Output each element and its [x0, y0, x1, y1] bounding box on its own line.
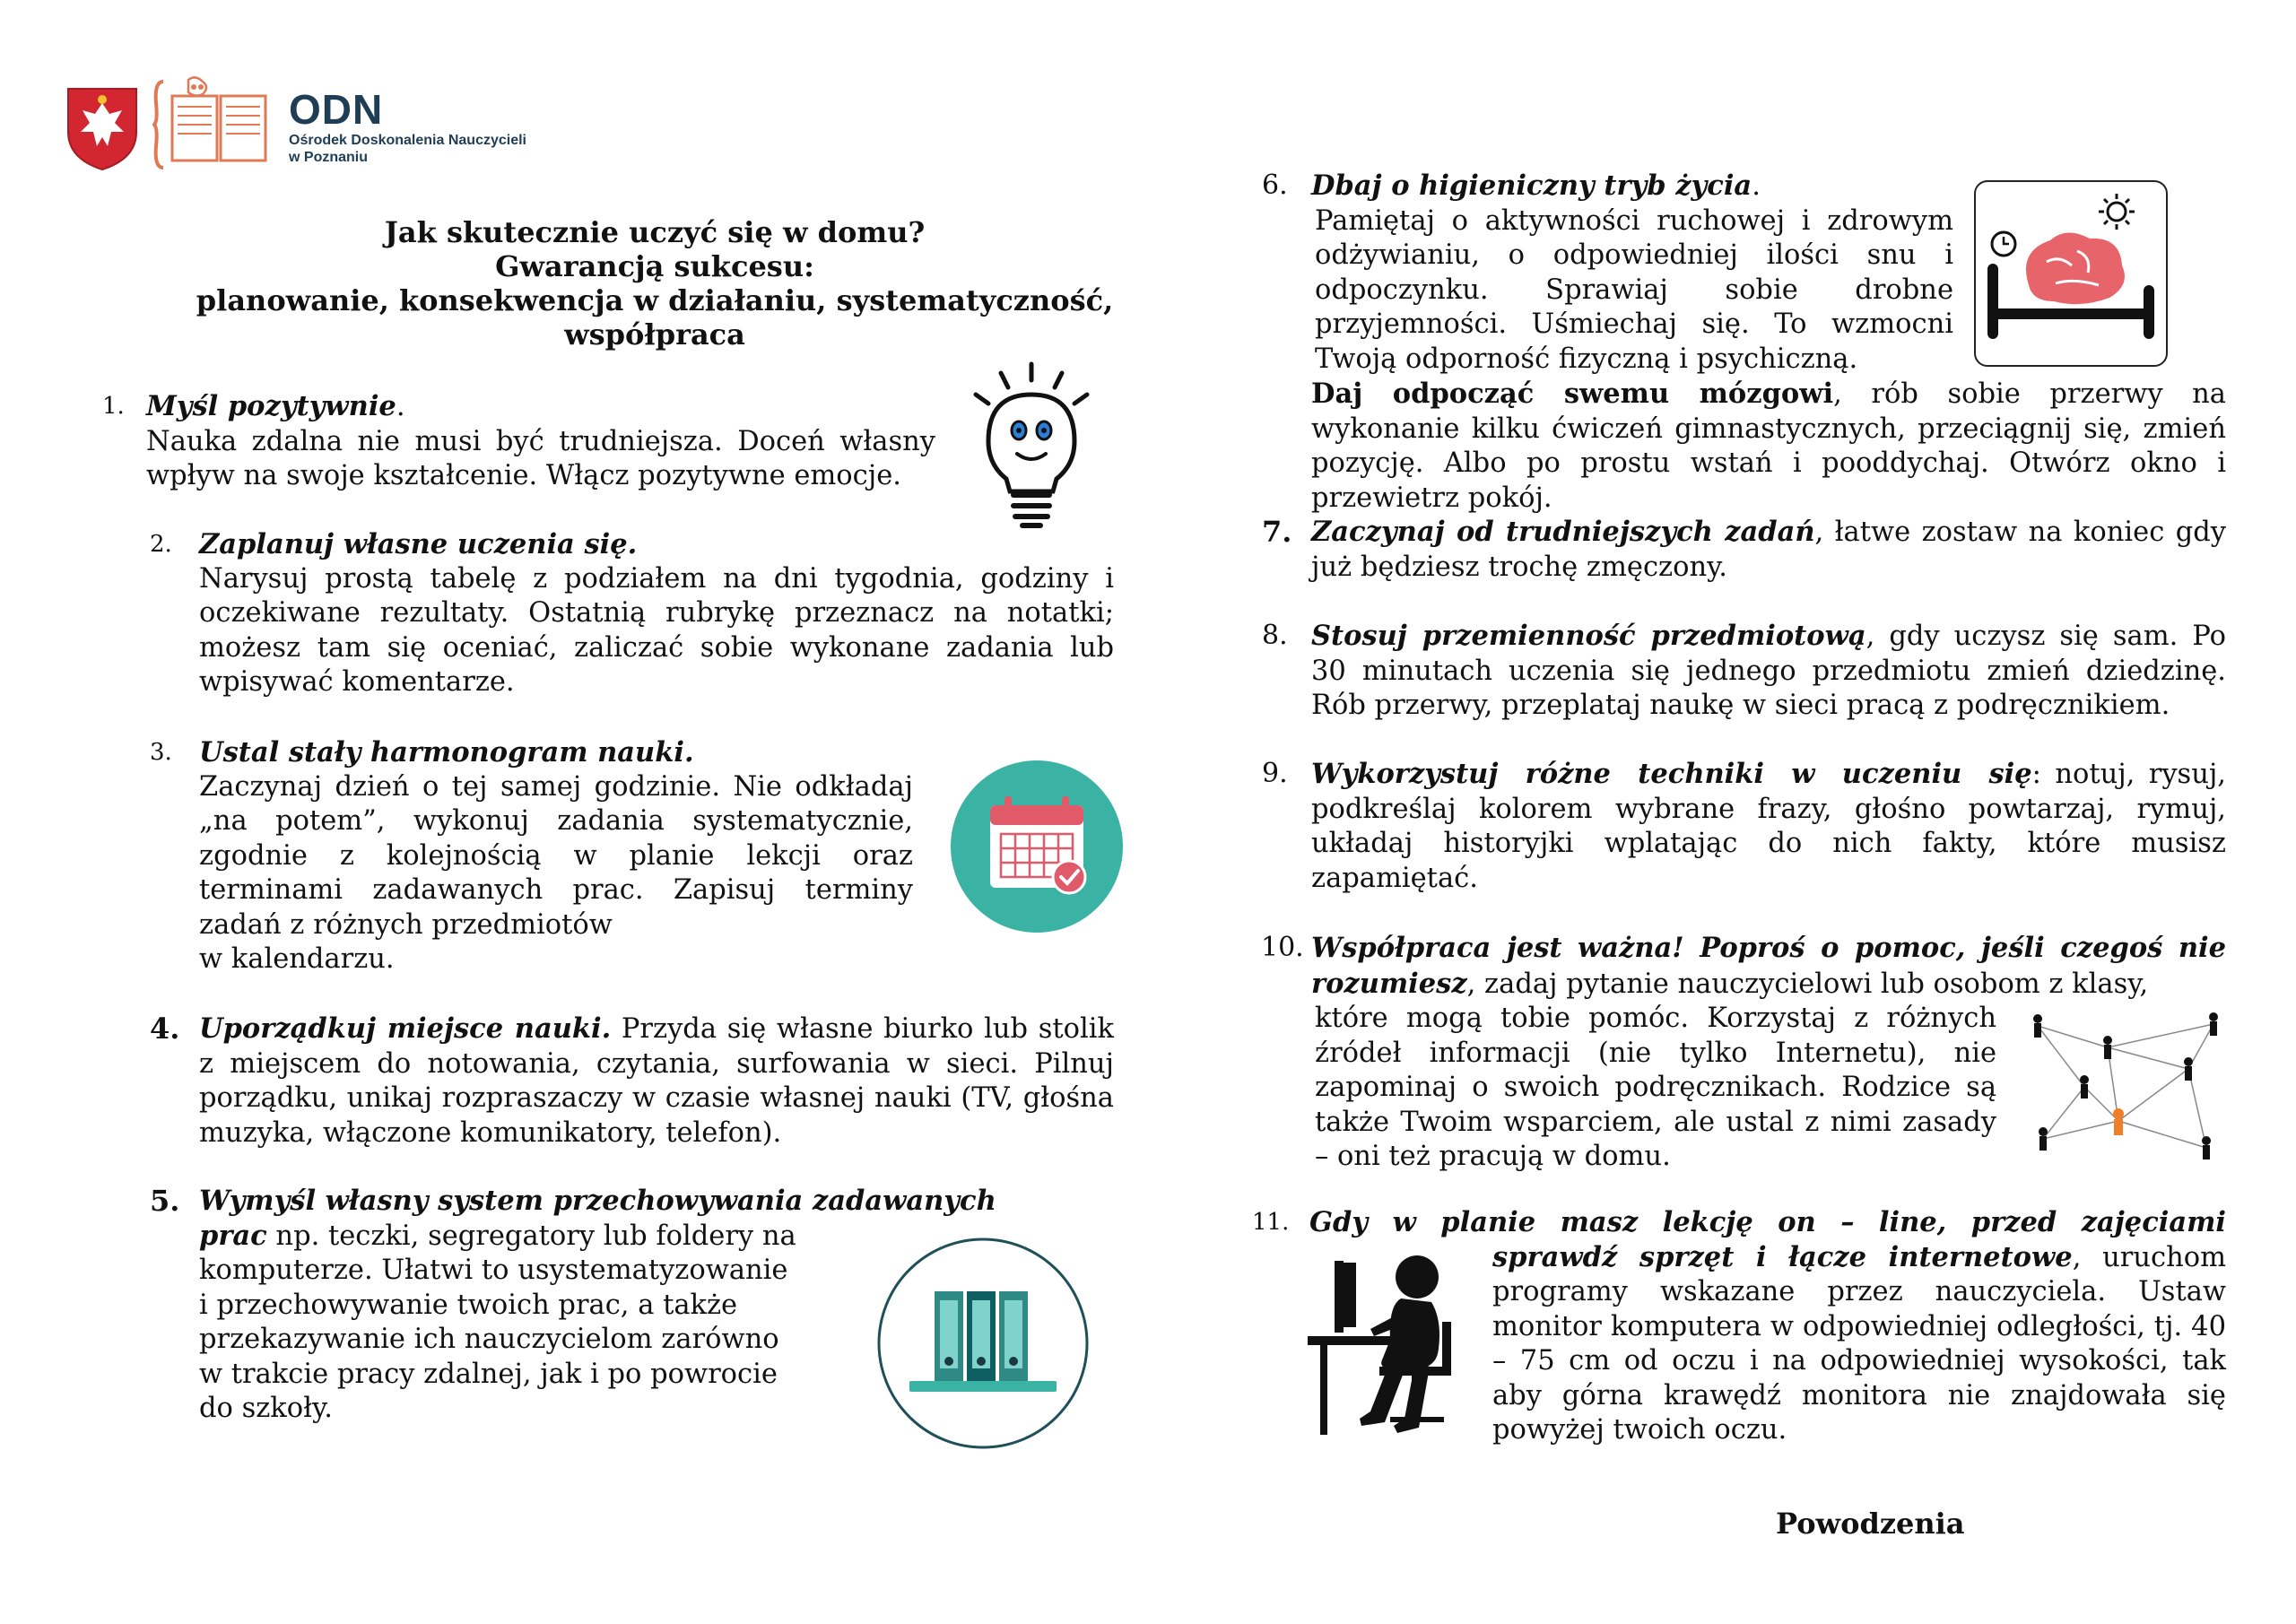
tip-8 — [1262, 619, 2226, 724]
tip-number: 4. — [150, 1012, 180, 1046]
page-title — [144, 215, 1166, 352]
tip-heading: Wykorzystuj różne techniki w uczeniu się — [1311, 758, 2032, 790]
tip-heading: Ustal stały harmonogram nauki. — [199, 736, 694, 769]
tip-text: , uruchom programy wskazane przez nauczyciela. Ustaw monitor komputera w odpowiedniej odległości, tj. 40 – 75 cm od oczu i na odpowiedniej wysokości, tak aby górna krawędź monitora nie znajdowała się powyżej twoich oczu. — [1492, 1241, 2227, 1446]
tip-heading-end: . — [396, 391, 405, 422]
tip-4 — [150, 1012, 1114, 1151]
tip-2 — [150, 527, 1114, 700]
tip-text: , gdy uczysz się sam. Po 30 minutach uczenia się jednego przedmiotu zmień dziedzinę. Rób przerwy, przeplataj naukę w sieci pracą z podręcznikiem. — [1311, 621, 2226, 721]
tip-number: 1. — [102, 393, 125, 420]
brain-bed-icon — [1973, 179, 2169, 368]
tip-heading-cont: prac — [199, 1219, 267, 1252]
tip-text: komputerze. Ułatwi to usystematyzowanie i przechowywanie twoich prac, a także przekazywanie ich nauczycielom zarówno w trakcie pracy zdalnej, jak i po powrocie do szkoły. — [199, 1255, 788, 1424]
tip-number: 10. — [1261, 932, 1304, 963]
owl-book-logo-icon — [152, 76, 287, 173]
tip-bold: Daj odpocząć swemu mózgowi — [1311, 378, 1834, 410]
tip-text-cont: które mogą tobie pomóc. Korzystaj z różnych źródeł informacji (nie tylko Internetu), nie zapominaj o swoich podręcznikach. Rodzice są także Twoim wsparciem, ale ustal z nimi zasady – oni też pracują w domu. — [1315, 1003, 1996, 1172]
calendar-icon — [949, 759, 1125, 934]
tip-heading: Współpraca jest ważna! Poproś o pomoc, jeśli czegoś nie rozumiesz — [1311, 932, 2226, 1000]
tip-heading: Uporządkuj miejsce nauki. — [199, 1012, 612, 1045]
odn-logo — [63, 76, 565, 175]
computer-user-icon — [1308, 1250, 1478, 1438]
title-line3: planowanie, konsekwencja w działaniu, systematyczność, — [196, 283, 1114, 317]
tip-7 — [1262, 515, 2226, 585]
title-line4: współpraca — [564, 317, 745, 352]
tip-text: Nauka zdalna nie musi być trudniejsza. Doceń własny wpływ na swoje kształcenie. Włącz pozytywne emocje. — [146, 425, 935, 491]
tip-number: 5. — [150, 1184, 180, 1218]
tip-text-end: , rób sobie przerwy na wykonanie kilku ćwiczeń gimnastycznych, przeciągnij się, zmień pozycję. Albo po prostu wstań i pooddychaj. Otwórz okno i przewietrz pokój. — [1311, 378, 2226, 514]
tip-heading: Zaplanuj własne uczenia się. — [199, 528, 638, 560]
tip-heading-end: . — [1752, 170, 1761, 202]
tip-text: Przyda się własne biurko lub stolik z miejscem do notowania, czytania, surfowania w sieci. Pilnuj porządku, unikaj rozpraszaczy w czasie własnej nauki (TV, głośna muzyka, włączone komunikatory, telefon). — [199, 1013, 1114, 1149]
tip-heading-cont: sprawdź sprzęt i łącze internetowe — [1492, 1240, 2073, 1273]
tip-heading: Dbaj o higieniczny tryb życia — [1311, 169, 1752, 202]
lightbulb-icon — [960, 359, 1103, 538]
tip-text: Pamiętaj o aktywności ruchowej i zdrowym odżywianiu, o odpowiedniej ilości snu i odpoczynku. Sprawiaj sobie drobne przyjemności. Uśmiechaj się. To wzmocni Twoją odporność fizyczną i psychiczną. — [1315, 204, 1953, 375]
coat-of-arms-icon — [65, 85, 140, 171]
title-line1: Jak skutecznie uczyć się w domu? — [384, 215, 926, 249]
tip-number: 8. — [1262, 620, 1288, 651]
tip-text: Narysuj prostą tabelę z podziałem na dni tygodnia, godziny i oczekiwane rezultaty. Ostatnią rubrykę przeznacz na notatki; możesz tam się oceniać, zaliczać sobie wykonane zadania lub wpisywać komentarze. — [199, 562, 1114, 698]
tip-heading: Zaczynaj od trudniejszych zadań — [1311, 516, 1815, 548]
tip-text-end: w kalendarzu. — [199, 943, 395, 975]
title-line2: Gwarancją sukcesu: — [495, 249, 814, 283]
tip-number: 9. — [1262, 758, 1288, 789]
tip-heading: Gdy w planie masz lekcję on – line, przed zajęciami — [1309, 1206, 2226, 1238]
tip-3 — [150, 735, 913, 977]
tip-number: 11. — [1252, 1209, 1290, 1236]
odn-wordmark — [289, 87, 526, 166]
tip-text: , zadaj pytanie nauczycielowi lub osobom z klasy, — [1466, 968, 2149, 1000]
signoff: Powodzenia — [1776, 1507, 1965, 1541]
tip-number: 7. — [1262, 515, 1292, 549]
tip-text-first: np. teczki, segregatory lub foldery na — [266, 1220, 796, 1252]
tip-heading: Wymyśl własny system przechowywania zadawanych — [199, 1185, 996, 1217]
odn-abbr: ODN — [289, 86, 384, 133]
binders-icon — [875, 1236, 1091, 1451]
tip-text: , łatwe zostaw na koniec gdy już będziesz trochę zmęczony. — [1311, 517, 2226, 583]
tip-heading: Myśl pozytywnie — [146, 390, 396, 422]
odn-name-line1: Ośrodek Doskonalenia Nauczycieli — [289, 133, 526, 148]
tip-number: 2. — [150, 531, 172, 558]
tip-9 — [1262, 757, 2226, 896]
network-icon — [2018, 1004, 2224, 1175]
tip-text: Zaczynaj dzień o tej samej godzinie. Nie odkładaj „na potem”, wykonuj zadania systematycznie, zgodnie z kolejnością w planie lekcji oraz terminami zadawanych prac. Zapisuj terminy zadań z różnych przedmiotów — [199, 770, 913, 941]
tip-number: 6. — [1262, 169, 1288, 201]
tip-number: 3. — [150, 739, 172, 766]
odn-name-line2: w Poznaniu — [289, 150, 368, 165]
tip-heading: Stosuj przemienność przedmiotową — [1311, 620, 1866, 652]
tip-1 — [102, 389, 935, 494]
tip-text: : notuj, rysuj, podkreślaj kolorem wybrane frazy, głośno powtarzaj, rymuj, układaj historyjki wplatając do nich fakty, które musisz zapamiętać. — [1311, 759, 2226, 894]
